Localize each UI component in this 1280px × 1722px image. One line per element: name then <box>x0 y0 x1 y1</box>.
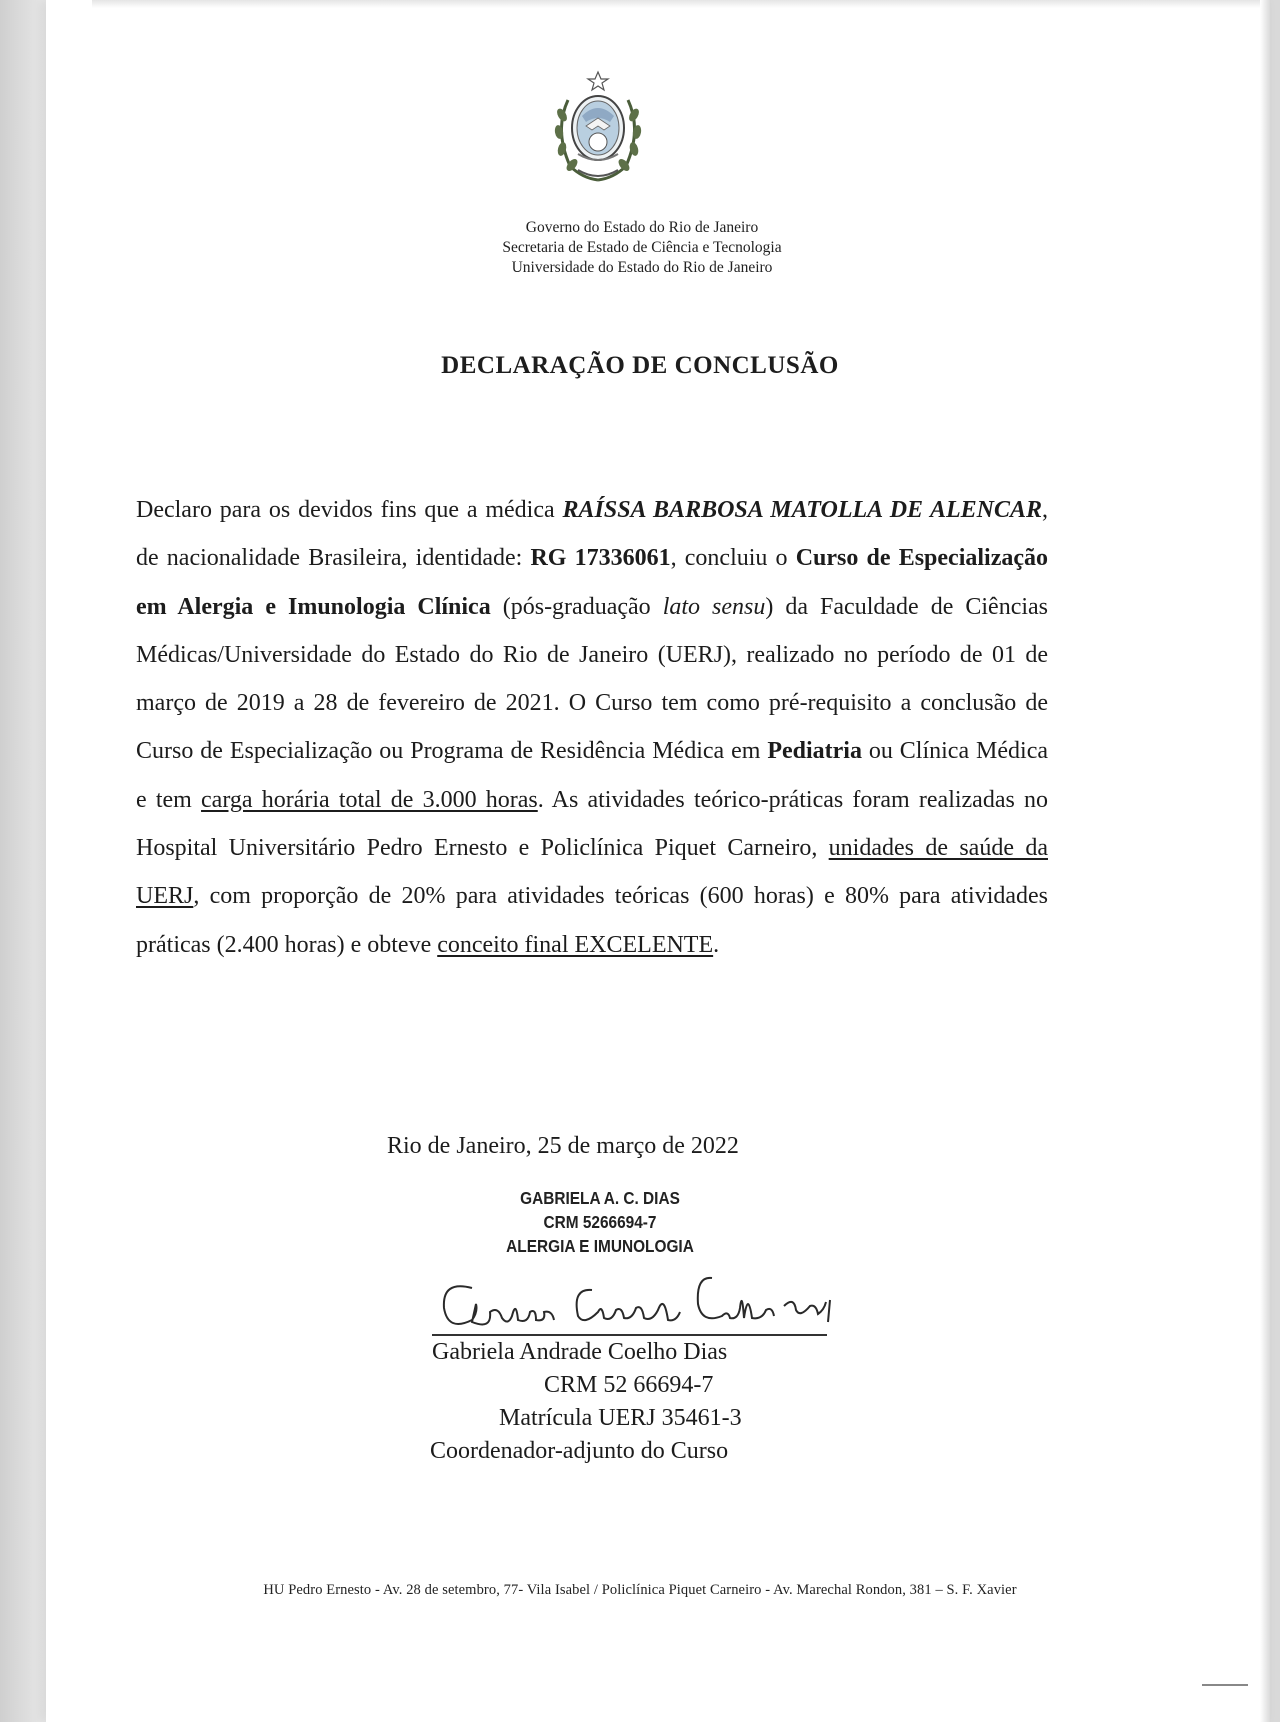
header-line-secretariat: Secretaria de Estado de Ciência e Tecnologia <box>502 239 782 256</box>
institution-header <box>0 218 1280 278</box>
declaration-body <box>136 486 1048 969</box>
id-number: RG 17336061 <box>530 545 671 572</box>
page-footer-address: HU Pedro Ernesto - Av. 28 de setembro, 77- Vila Isabel / Policlínica Piquet Carneiro - Av. Marechal Rondon, 381 – S. F. Xavier <box>263 1582 1017 1598</box>
body-text-part: , concluiu o <box>670 545 796 572</box>
body-text-part: Declaro para os devidos fins que a médica <box>136 497 563 523</box>
body-text-part: . <box>713 931 720 958</box>
stamp-crm: CRM 5266694-7 <box>543 1212 657 1232</box>
health-units: unidades de saúde da UERJ <box>136 835 1048 910</box>
page-edge-top <box>92 0 1270 8</box>
specialty-pediatria: Pediatria <box>767 738 862 765</box>
body-text-part: (pós-graduação <box>490 593 663 620</box>
workload-total: carga horária total de 3.000 horas <box>201 786 538 813</box>
signer-role: Coordenador-adjunto do Curso <box>430 1438 729 1464</box>
body-text-part: . As atividades teórico-práticas foram realizadas no Hospital Universitário Pedro Ernesto e Policlínica Piquet Carneiro, <box>136 786 1049 862</box>
place-and-date: Rio de Janeiro, 25 de março de 2022 <box>387 1133 739 1159</box>
body-text-part: ) da Faculdade de Ciências Médicas/Universidade do Estado do Rio de Janeiro (UERJ), realizado no período de 01 de março de 2019 a 28 de fevereiro de 2021. O Curso tem como pré-requisito a conclusão de Curso de Especialização ou Programa de Residência Médica em <box>136 593 1048 765</box>
stamp-name: GABRIELA A. C. DIAS <box>520 1188 680 1208</box>
body-text-part: , de nacionalidade Brasileira, identidade: <box>136 497 1048 572</box>
signer-registration: Matrícula UERJ 35461-3 <box>499 1405 742 1431</box>
body-text-part: , com proporção de 20% para atividades teóricas (600 horas) e 80% para atividades práticas (2.400 horas) e obteve <box>136 883 1048 958</box>
lato-sensu-term: lato sensu <box>662 593 766 620</box>
header-line-university: Universidade do Estado do Rio de Janeiro <box>511 259 773 276</box>
signer-crm: CRM 52 66694-7 <box>544 1372 714 1398</box>
doctor-stamp <box>486 1186 715 1258</box>
page-corner-mark <box>1202 1684 1248 1686</box>
state-coat-of-arms-icon <box>548 70 648 190</box>
stamp-specialty: ALERGIA E IMUNOLOGIA <box>506 1236 694 1256</box>
document-title: DECLARAÇÃO DE CONCLUSÃO <box>441 352 839 379</box>
header-line-government: Governo do Estado do Rio de Janeiro <box>525 219 759 236</box>
signer-name: Gabriela Andrade Coelho Dias <box>432 1339 728 1365</box>
course-name: Curso de Especialização em Alergia e Imunologia Clínica <box>136 545 1049 620</box>
final-grade: conceito final EXCELENTE <box>437 931 714 958</box>
handwritten-signature <box>432 1260 852 1340</box>
student-name: RAÍSSA BARBOSA MATOLLA DE ALENCAR <box>562 497 1042 523</box>
body-text-part: ou Clínica Médica e tem <box>136 738 1048 813</box>
